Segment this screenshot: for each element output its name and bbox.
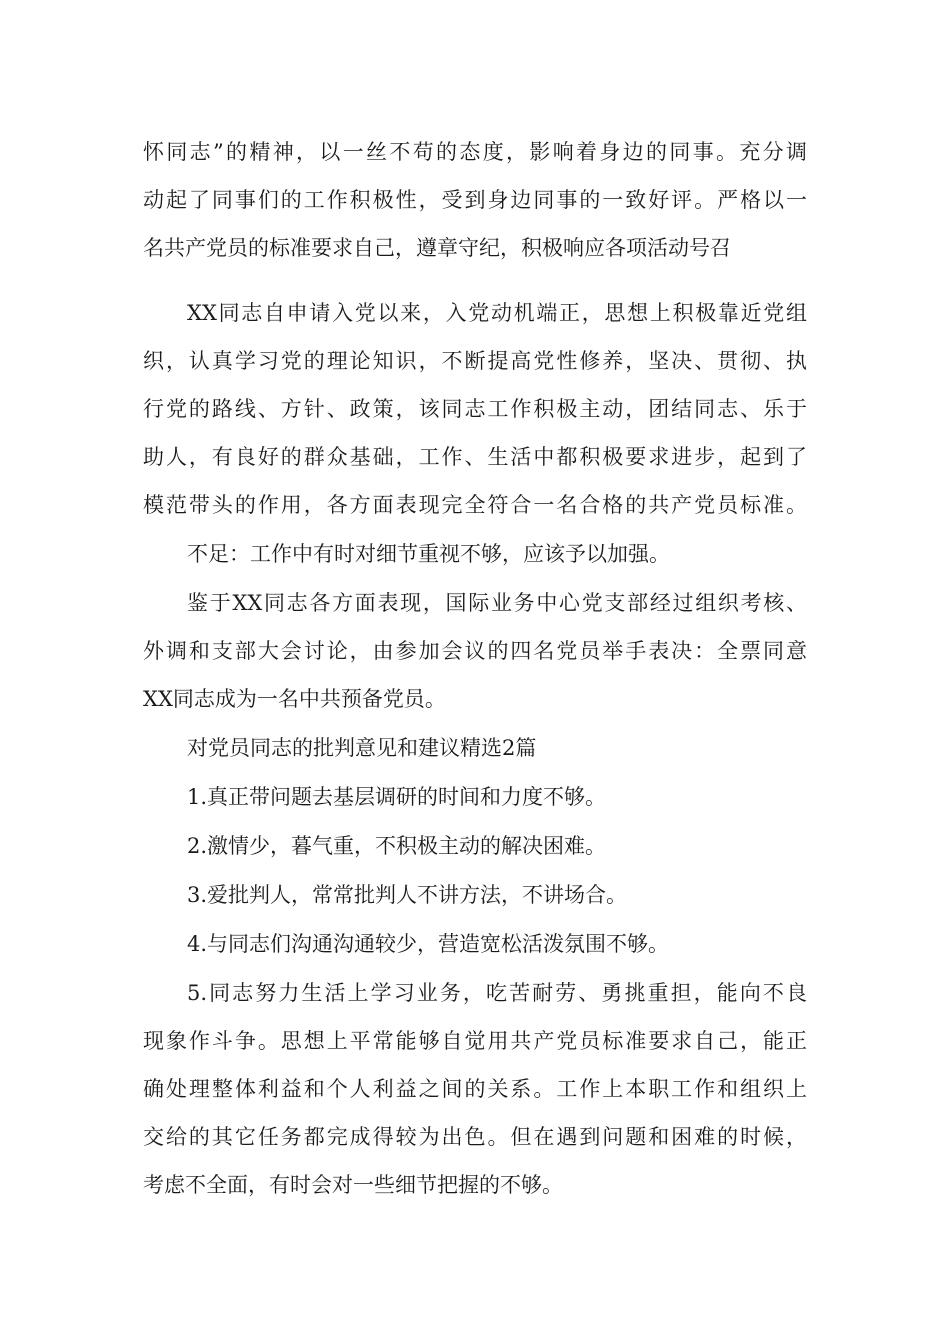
text-line: 行党的路线、方针、政策，该同志工作积极主动，团结同志、乐于 <box>143 397 807 421</box>
text-line: 织，认真学习党的理论知识，不断提高党性修养，坚决、贯彻、执 <box>143 349 807 373</box>
text-line: 对党员同志的批判意见和建议精选2篇 <box>187 736 537 760</box>
text-line: 现象作斗争。思想上平常能够自觉用共产党员标准要求自己，能正 <box>143 1029 807 1053</box>
text-line: 3.爱批判人，常常批判人不讲方法，不讲场合。 <box>187 883 628 907</box>
text-line: 交给的其它任务都完成得较为出色。但在遇到问题和困难的时候， <box>143 1125 807 1149</box>
text-line: 考虑不全面，有时会对一些细节把握的不够。 <box>143 1173 563 1197</box>
text-line: 怀同志”的精神，以一丝不苟的态度，影响着身边的同事。充分调 <box>143 140 807 164</box>
text-line: XX同志成为一名中共预备党员。 <box>143 687 446 711</box>
text-line: 4.与同志们沟通沟通较少，营造宽松活泼氛围不够。 <box>187 932 670 956</box>
text-line: 5.同志努力生活上学习业务，吃苦耐劳、勇挑重担，能向不良 <box>187 981 807 1005</box>
text-line: 外调和支部大会讨论，由参加会议的四名党员举手表决：全票同意 <box>143 639 807 663</box>
text-line: 助人，有良好的群众基础，工作、生活中都积极要求进步，起到了 <box>143 445 807 469</box>
text-line: 不足：工作中有时对细节重视不够，应该予以加强。 <box>187 542 670 566</box>
text-line: 2.激情少，暮气重，不积极主动的解决困难。 <box>187 834 607 858</box>
text-line: 动起了同事们的工作积极性，受到身边同事的一致好评。严格以一 <box>143 188 807 212</box>
text-line: 1.真正带问题去基层调研的时间和力度不够。 <box>187 785 607 809</box>
text-line: 名共产党员的标准要求自己，遵章守纪，积极响应各项活动号召 <box>143 236 731 260</box>
text-line: 模范带头的作用，各方面表现完全符合一名合格的共产党员标准。 <box>143 493 807 517</box>
text-line: 鉴于XX同志各方面表现，国际业务中心党支部经过组织考核、 <box>187 591 807 615</box>
text-line: XX同志自申请入党以来，入党动机端正，思想上积极靠近党组 <box>187 301 807 325</box>
text-line: 确处理整体利益和个人利益之间的关系。工作上本职工作和组织上 <box>143 1077 807 1101</box>
